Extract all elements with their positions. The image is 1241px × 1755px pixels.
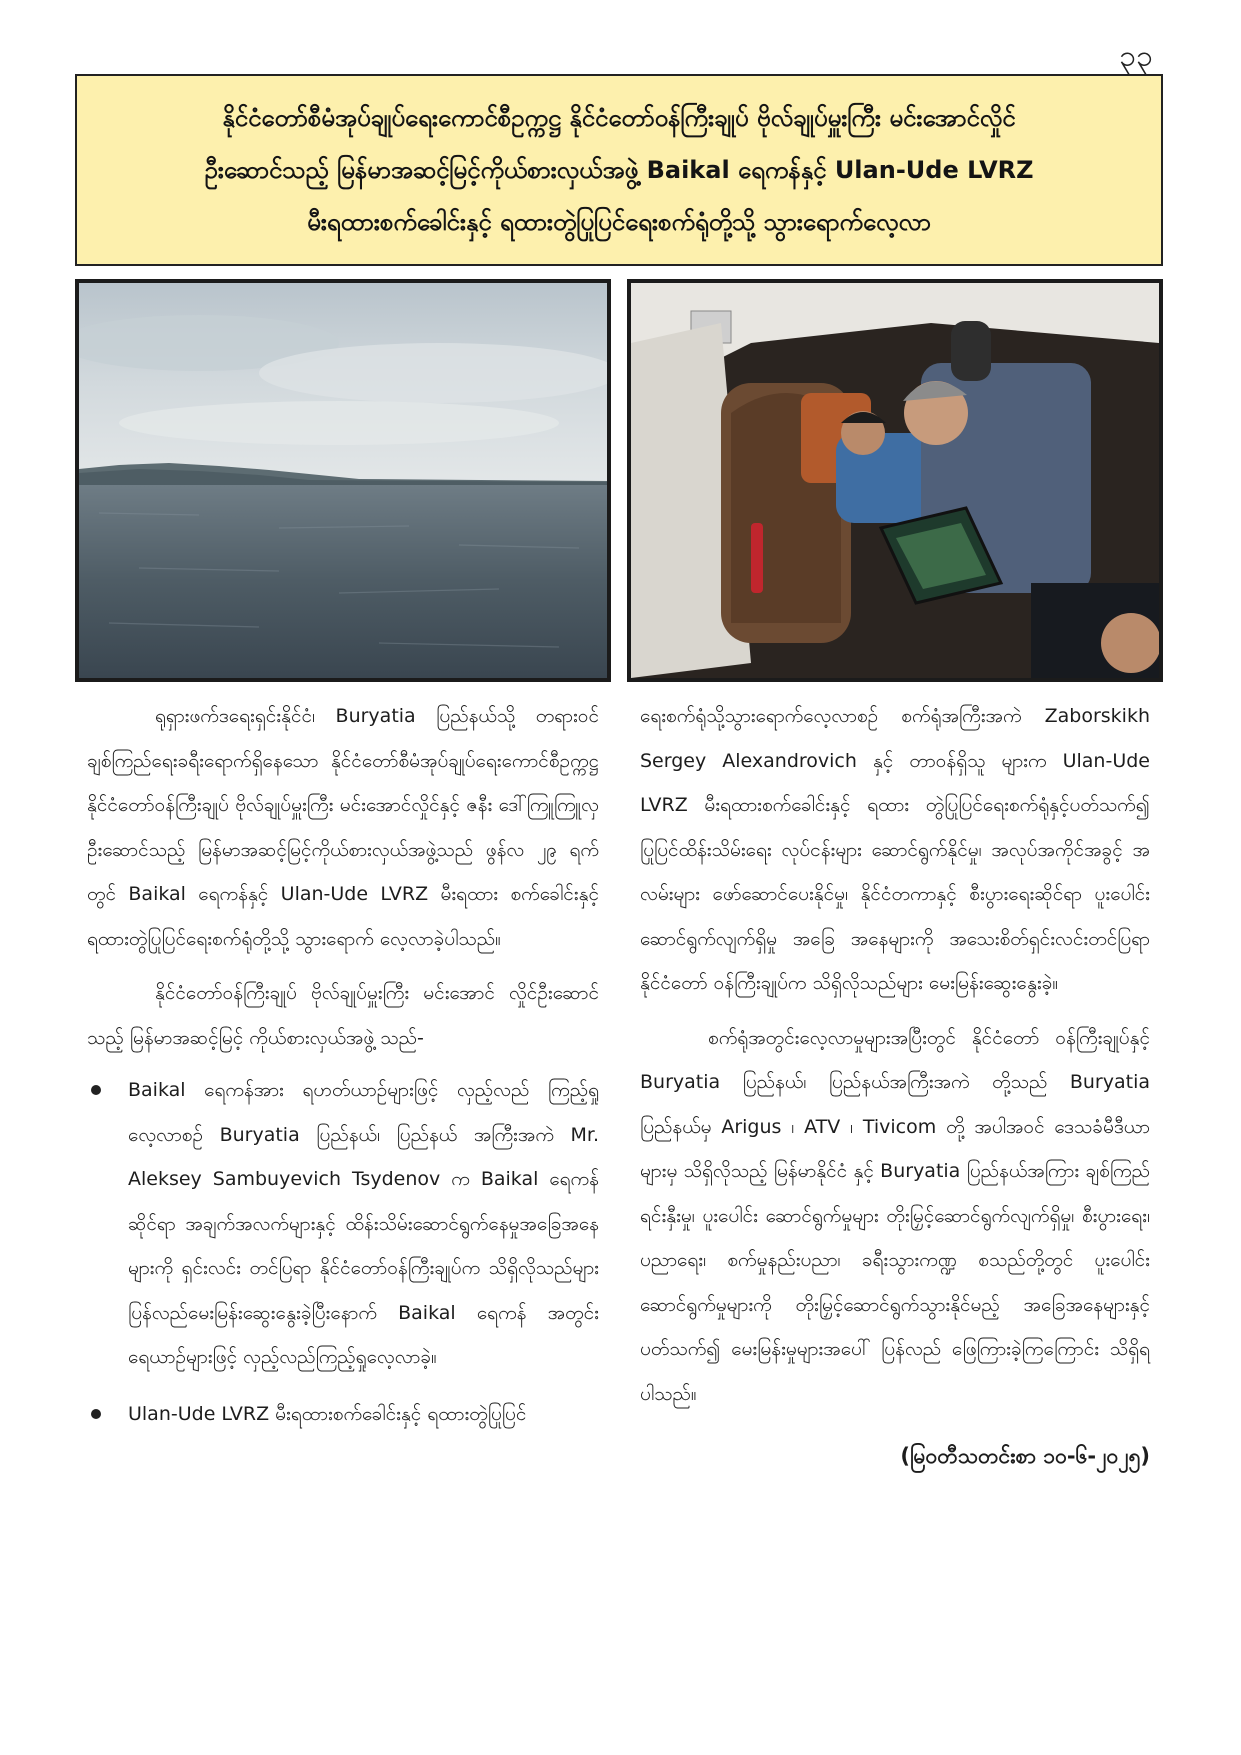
left-paragraph-1: ရုရှားဖက်ဒရေးရှင်းနိုင်ငံ၊ Buryatia ပြည်နယ်သို့ တရားဝင်ချစ်ကြည်ရေးခရီးရောက်ရှိနေသော နိုင်ငံတော်စီမံအုပ်ချုပ်ရေးကောင်စီဥက္ကဋ္ဌ နိုင်ငံတော်ဝန်ကြီးချုပ် ဗိုလ်ချုပ်မှူးကြီး မင်းအောင်လှိုင်နှင့် ဇနီး ဒေါ်ကြူကြူလှ ဦးဆောင်သည့် မြန်မာအဆင့်မြင့်ကိုယ်စားလှယ်အဖွဲ့သည် ဖွန်လ ၂၉ ရက်တွင် Baikal ရေကန်နှင့် Ulan-Ude LVRZ မီးရထား စက်ခေါင်းနှင့် ရထားတွဲပြုပြင်ရေးစက်ရုံတို့သို့ သွားရောက် လေ့လာခဲ့ပါသည်။ [87,705,599,950]
bullet-dot-icon [91,1085,101,1095]
headline-line-2: ဦးဆောင်သည့် မြန်မာအဆင့်မြင့်ကိုယ်စားလှယ်အဖွဲ့ Baikal ရေကန်နှင့် Ulan-Ude LVRZ [204,156,1034,184]
left-column [87,694,599,1448]
bullet-list [87,1068,599,1436]
cabin-photo [627,279,1163,682]
right-paragraph-1: ရေးစက်ရုံသို့သွားရောက်လေ့လာစဉ် စက်ရုံအကြီးအကဲ Zaborskikh Sergey Alexandrovich နှင့် တာဝန်ရှိသူ များက Ulan-Ude LVRZ မီးရထားစက်ခေါင်းနှင့် ရထား တွဲပြုပြင်ရေးစက်ရုံနှင့်ပတ်သက်၍ ပြုပြင်ထိန်းသိမ်းရေး လုပ်ငန်းများ ဆောင်ရွက်နိုင်မှု၊ အလုပ်အကိုင်အခွင့် အလမ်းများ ဖော်ဆောင်ပေးနိုင်မှု၊ နိုင်ငံတကာနှင့် စီးပွားရေးဆိုင်ရာ ပူးပေါင်းဆောင်ရွက်လျက်ရှိမှု အခြေ အနေများကို အသေးစိတ်ရှင်းလင်းတင်ပြရာ နိုင်ငံတော် ဝန်ကြီးချုပ်က သိရှိလိုသည်များ မေးမြန်းဆွေးနွေးခဲ့။ [640,705,1150,994]
lake-photo [75,279,611,682]
page-number: ၃၃ [1119,39,1153,74]
bullet-item-1 [87,1068,599,1380]
right-paragraph-2: စက်ရုံအတွင်းလေ့လာမှုများအပြီးတွင် နိုင်ငံတော် ဝန်ကြီးချုပ်နှင့် Buryatia ပြည်နယ်၊ ပြည်နယ်အကြီးအကဲ တို့သည် Buryatia ပြည်နယ်မှ Arigus ၊ ATV ၊ Tivicom တို့ အပါအဝင် ဒေသခံမီဒီယာ များမှ သိရှိလိုသည့် မြန်မာနိုင်ငံ နှင့် Buryatia ပြည်နယ်အကြား ချစ်ကြည်ရင်းနှီးမှု၊ ပူးပေါင်း ဆောင်ရွက်မှုများ တိုးမြှင့်ဆောင်ရွက်လျက်ရှိမှု၊ စီးပွားရေး၊ ပညာရေး၊ စက်မှုနည်းပညာ၊ ခရီးသွားကဏ္ဍ စသည်တို့တွင် ပူးပေါင်းဆောင်ရွက်မှုများကို တိုးမြှင့်ဆောင်ရွက်သွားနိုင်မည့် အခြေအနေများနှင့်ပတ်သက်၍ မေးမြန်းမှုများအပေါ် ပြန်လည် ဖြေကြားခဲ့ကြကြောင်း သိရှိရပါသည်။ [640,1026,1150,1405]
source-citation: (မြဝတီသတင်းစာ ၁၀-၆-၂၀၂၅) [900,1444,1150,1468]
bullet-text-2: Ulan-Ude LVRZ မီးရထားစက်ခေါင်းနှင့် ရထားတွဲပြုပြင် [128,1402,527,1425]
bullet-item-2 [87,1392,599,1437]
bullet-text-1: Baikal ရေကန်အား ရဟတ်ယာဉ်များဖြင့် လှည့်လည် ကြည့်ရှုလေ့လာစဉ် Buryatia ပြည်နယ်၊ ပြည်နယ် အကြီးအကဲ Mr. Aleksey Sambuyevich Tsydenov က Baikal ရေကန်ဆိုင်ရာ အချက်အလက်များနှင့် ထိန်းသိမ်းဆောင်ရွက်နေမှုအခြေအနေများကို ရှင်းလင်း တင်ပြရာ နိုင်ငံတော်ဝန်ကြီးချုပ်က သိရှိလိုသည်များ ပြန်လည်မေးမြန်းဆွေးနွေးခဲ့ပြီးနောက် Baikal ရေကန် အတွင်း ရေယာဉ်များဖြင့် လှည့်လည်ကြည့်ရှုလေ့လာခဲ့။ [128,1079,599,1368]
headline-line-3: မီးရထားစက်ခေါင်းနှင့် ရထားတွဲပြုပြင်ရေးစက်ရုံတို့သို့ သွားရောက်လေ့လာ [307,208,931,236]
headline-line-1: နိုင်ငံတော်စီမံအုပ်ချုပ်ရေးကောင်စီဥက္ကဋ္ဌ နိုင်ငံတော်ဝန်ကြီးချုပ် ဗိုလ်ချုပ်မှူးကြီး မင်းအောင်လှိုင် [222,104,1016,132]
left-paragraph-2: နိုင်ငံတော်ဝန်ကြီးချုပ် ဗိုလ်ချုပ်မှူးကြီး မင်းအောင် လှိုင်ဦးဆောင်သည့် မြန်မာအဆင့်မြင့် ကိုယ်စားလှယ်အဖွဲ့ သည်- [87,982,599,1049]
bullet-dot-icon [91,1409,101,1419]
right-column [640,694,1150,1479]
headline-box [75,74,1163,266]
